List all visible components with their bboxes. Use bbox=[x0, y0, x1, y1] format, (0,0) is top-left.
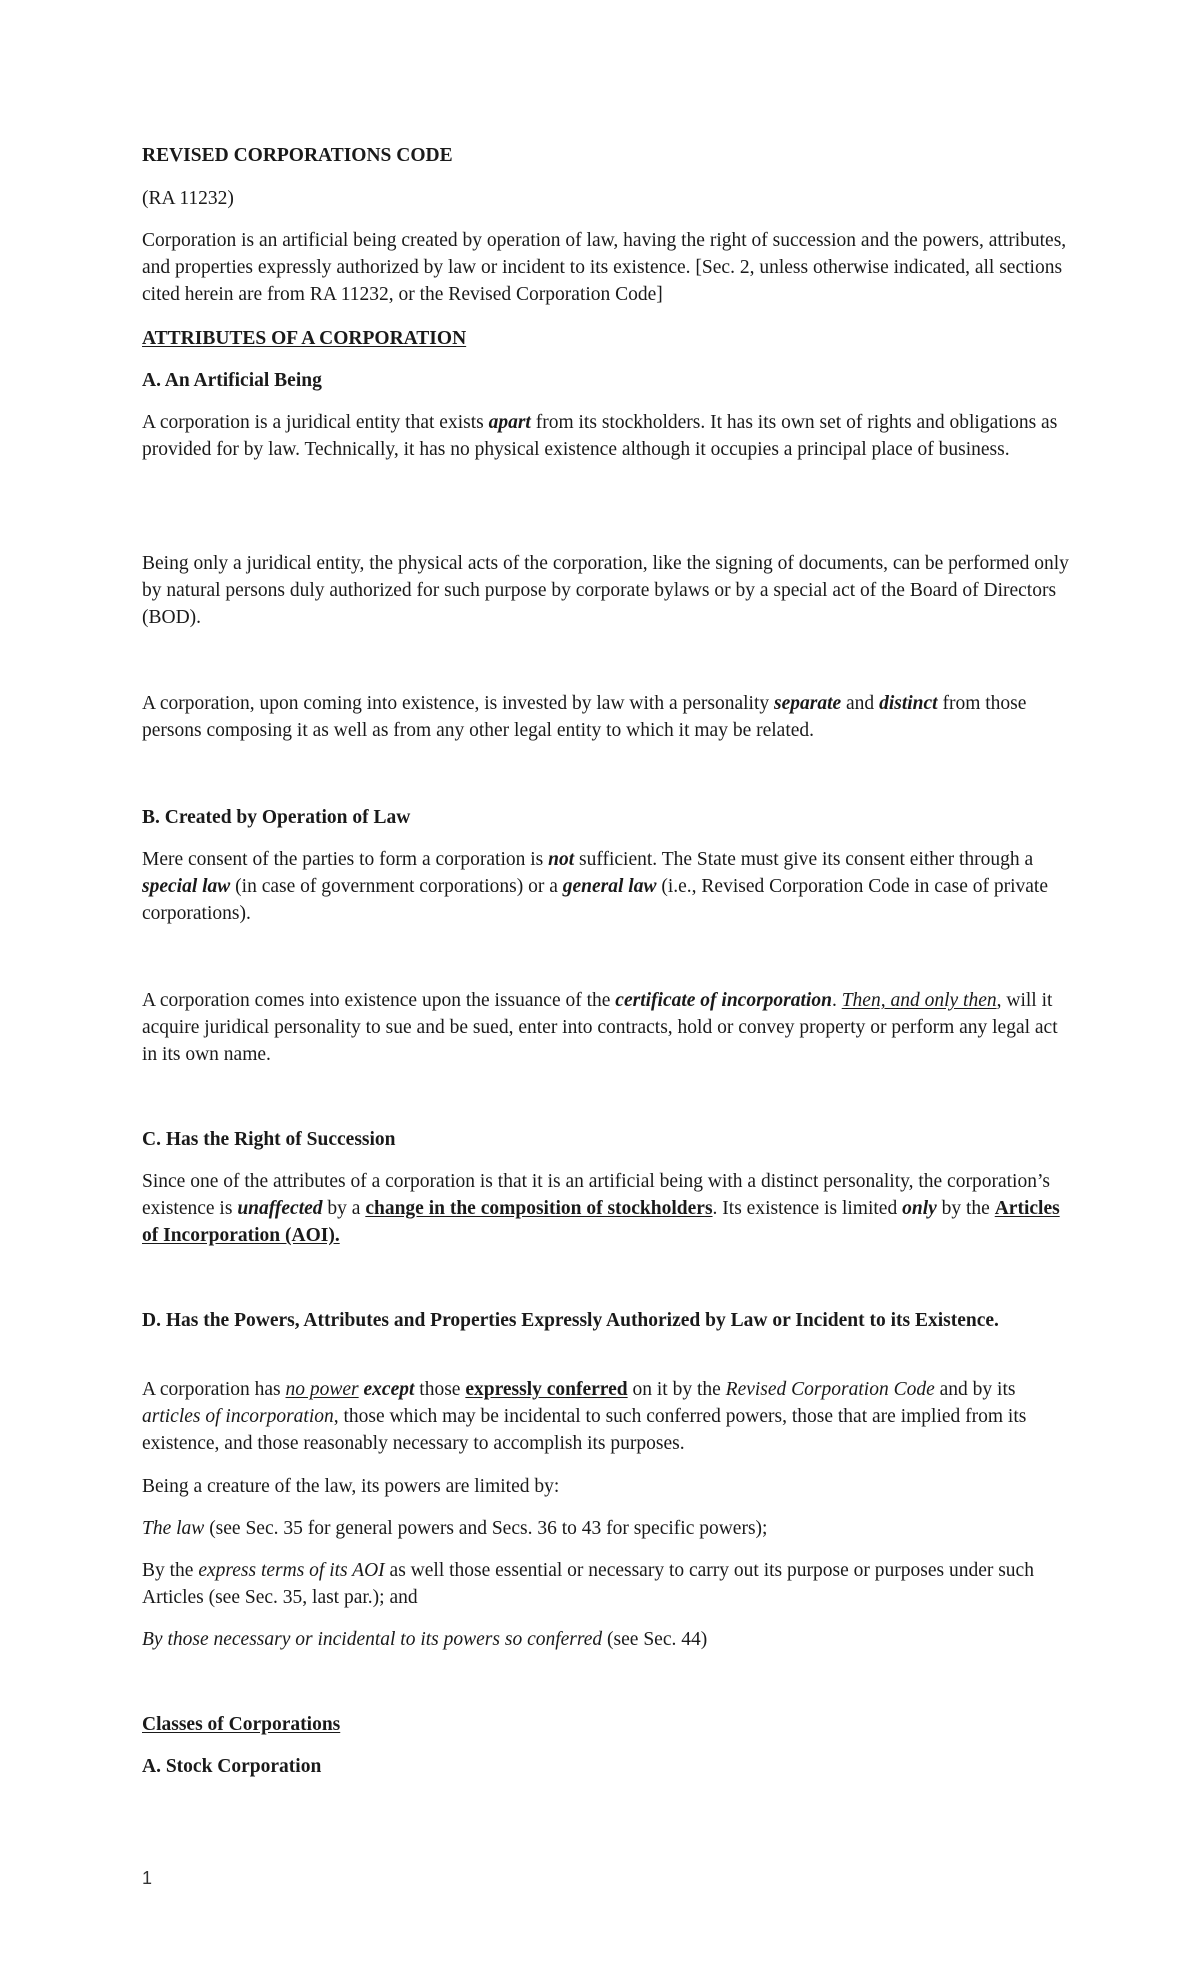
page-number: 1 bbox=[142, 1868, 153, 1888]
classes-heading: Classes of Corporations bbox=[142, 1714, 341, 1735]
section-c-heading: C. Has the Right of Succession bbox=[142, 1129, 396, 1150]
section-b-heading: B. Created by Operation of Law bbox=[142, 807, 411, 828]
stock-corporation-heading: A. Stock Corporation bbox=[142, 1756, 322, 1777]
section-d-paragraph-4: By the express terms of its AOI as well those essential or necessary to carry out its purpose or purposes under such Articles (see Sec. 35, last par.); and bbox=[142, 1560, 1034, 1608]
section-d-paragraph-5: By those necessary or incidental to its powers so conferred (see Sec. 44) bbox=[142, 1629, 708, 1650]
intro-paragraph: Corporation is an artificial being created by operation of law, having the right of succession and the powers, attributes, and properties expressly authorized by law or incident to its existence. [Sec. 2, unless otherwise indicated, all sections cited herein are from RA 11232, or the Revised Corporation Code] bbox=[142, 230, 1067, 305]
ra-number: (RA 11232) bbox=[142, 188, 234, 209]
document-title: REVISED CORPORATIONS CODE bbox=[142, 145, 453, 166]
attributes-heading: ATTRIBUTES OF A CORPORATION bbox=[142, 328, 467, 349]
section-c-paragraph-1: Since one of the attributes of a corporation is that it is an artificial being with a distinct personality, the corporation’s existence is unaffected by a change in the composition of stockholders. Its existence is limited only by the Articles of Incorporation (AOI). bbox=[142, 1171, 1060, 1246]
section-d-heading: D. Has the Powers, Attributes and Properties Expressly Authorized by Law or Incident to its Existence. bbox=[142, 1310, 999, 1331]
section-a-paragraph-1: A corporation is a juridical entity that exists apart from its stockholders. It has its own set of rights and obligations as provided for by law. Technically, it has no physical existence although it occupies a principal place of business. bbox=[142, 412, 1058, 460]
section-d-paragraph-1: A corporation has no power except those expressly conferred on it by the Revised Corporation Code and by its articles of incorporation, those which may be incidental to such conferred powers, those that are implied from its existence, and those reasonably necessary to accomplish its purposes. bbox=[142, 1379, 1027, 1454]
section-a-heading: A. An Artificial Being bbox=[142, 370, 322, 391]
section-a-paragraph-3: A corporation, upon coming into existence, is invested by law with a personality separate and distinct from those persons composing it as well as from any other legal entity to which it may be related. bbox=[142, 693, 1027, 741]
section-b-paragraph-1: Mere consent of the parties to form a corporation is not sufficient. The State must give its consent either through a special law (in case of government corporations) or a general law (i.e., Revised Corporation Code in case of private corporations). bbox=[142, 849, 1048, 924]
section-d-paragraph-2: Being a creature of the law, its powers are limited by: bbox=[142, 1476, 560, 1497]
section-d-paragraph-3: The law (see Sec. 35 for general powers and Secs. 36 to 43 for specific powers); bbox=[142, 1518, 768, 1539]
section-b-paragraph-2: A corporation comes into existence upon the issuance of the certificate of incorporation. Then, and only then, will it acquire juridical personality to sue and be sued, enter into contracts, hold or convey property or perform any legal act in its own name. bbox=[142, 990, 1058, 1065]
section-a-paragraph-2: Being only a juridical entity, the physical acts of the corporation, like the signing of documents, can be performed only by natural persons duly authorized for such purpose by corporate bylaws or by a special act of the Board of Directors (BOD). bbox=[142, 553, 1069, 628]
